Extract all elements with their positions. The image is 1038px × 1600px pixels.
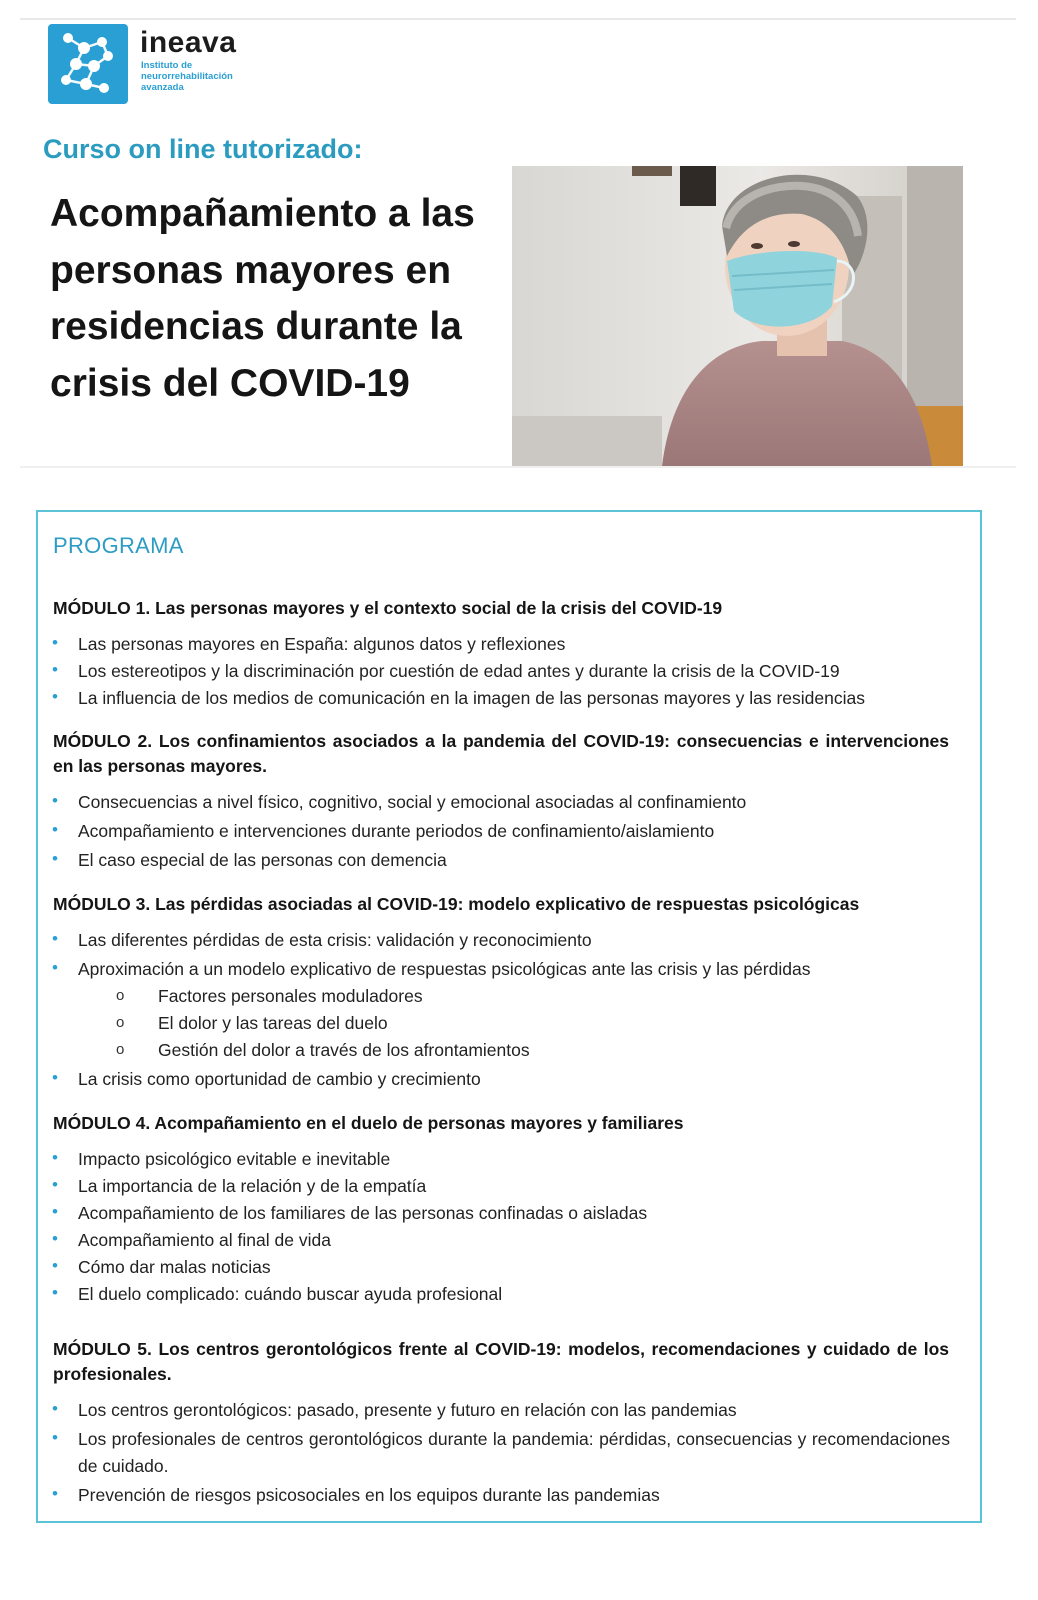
bullet-icon: • [52, 633, 58, 652]
bullet-icon: • [52, 687, 58, 706]
program-title: PROGRAMA [53, 533, 184, 558]
module-3-item: La crisis como oportunidad de cambio y crecimiento [78, 1069, 481, 1089]
module-3-heading: MÓDULO 3. Las pérdidas asociadas al COVID-19: modelo explicativo de respuestas psicológicas [53, 894, 860, 914]
module-1-item: Los estereotipos y la discriminación por cuestión de edad antes y durante la crisis de la COVID-19 [78, 661, 840, 681]
module-3-item: Aproximación a un modelo explicativo de respuestas psicológicas ante las crisis y las pérdidas [78, 959, 811, 979]
module-5-item: Prevención de riesgos psicosociales en los equipos durante las pandemias [78, 1485, 660, 1505]
module-4-item: Cómo dar malas noticias [78, 1257, 271, 1277]
circle-bullet-icon: o [116, 987, 125, 1004]
module-2-item: Acompañamiento e intervenciones durante periodos de confinamiento/aislamiento [78, 821, 715, 841]
circle-bullet-icon: o [116, 1014, 125, 1031]
module-4-item: La importancia de la relación y de la empatía [78, 1176, 427, 1196]
module-3-subitem: El dolor y las tareas del duelo [158, 1013, 388, 1033]
hero-photo [512, 166, 963, 466]
module-3-subitem: Gestión del dolor a través de los afrontamientos [158, 1040, 530, 1060]
module-2-heading: MÓDULO 2. Los confinamientos asociados a la pandemia del COVID-19: consecuencias e intervenciones en las personas mayores. [53, 731, 949, 776]
module-4-item: El duelo complicado: cuándo buscar ayuda profesional [78, 1284, 503, 1304]
bullet-icon: • [52, 1202, 58, 1221]
bullet-icon: • [52, 958, 58, 977]
brand-subtitle: Instituto de neurorrehabilitación avanzada [141, 60, 233, 93]
module-5-heading: MÓDULO 5. Los centros gerontológicos frente al COVID-19: modelos, recomendaciones y cuidado de los profesionales. [53, 1339, 949, 1384]
bullet-icon: • [52, 1148, 58, 1167]
bullet-icon: • [52, 791, 58, 810]
module-4-item: Acompañamiento al final de vida [78, 1230, 331, 1250]
module-4-item: Impacto psicológico evitable e inevitable [78, 1149, 391, 1169]
bullet-icon: • [52, 1428, 58, 1447]
module-2-item: Consecuencias a nivel físico, cognitivo, social y emocional asociadas al confinamiento [78, 792, 747, 812]
module-5-item: Los centros gerontológicos: pasado, presente y futuro en relación con las pandemias [78, 1400, 737, 1420]
module-2-item: El caso especial de las personas con demencia [78, 850, 447, 870]
module-5-item: Los profesionales de centros gerontológicos durante la pandemia: pérdidas, consecuencias y recomendaciones de cuidado. [78, 1429, 950, 1476]
module-1-heading: MÓDULO 1. Las personas mayores y el contexto social de la crisis del COVID-19 [53, 598, 723, 618]
bullet-icon: • [52, 1484, 58, 1503]
bullet-icon: • [52, 1068, 58, 1087]
module-3-item: Las diferentes pérdidas de esta crisis: validación y reconocimiento [78, 930, 592, 950]
module-1-item: Las personas mayores en España: algunos datos y reflexiones [78, 634, 566, 654]
course-kicker: Curso on line tutorizado: [43, 134, 363, 164]
header-divider [20, 466, 1016, 468]
bullet-icon: • [52, 1399, 58, 1418]
top-divider [20, 18, 1016, 20]
bullet-icon: • [52, 849, 58, 868]
module-4-item: Acompañamiento de los familiares de las personas confinadas o aisladas [78, 1203, 648, 1223]
brand-name: ineava [140, 26, 237, 59]
bullet-icon: • [52, 1283, 58, 1302]
page-title: Acompañamiento a las personas mayores en residencias durante la crisis del COVID-19 [50, 192, 475, 405]
bullet-icon: • [52, 1256, 58, 1275]
bullet-icon: • [52, 929, 58, 948]
module-1-item: La influencia de los medios de comunicación en la imagen de las personas mayores y las residencias [78, 688, 865, 708]
bullet-icon: • [52, 1175, 58, 1194]
module-4-heading: MÓDULO 4. Acompañamiento en el duelo de personas mayores y familiares [53, 1113, 684, 1133]
circle-bullet-icon: o [116, 1041, 125, 1058]
module-3-subitem: Factores personales moduladores [158, 986, 423, 1006]
bullet-icon: • [52, 1229, 58, 1248]
brand-logo-icon [48, 24, 128, 104]
bullet-icon: • [52, 820, 58, 839]
bullet-icon: • [52, 660, 58, 679]
